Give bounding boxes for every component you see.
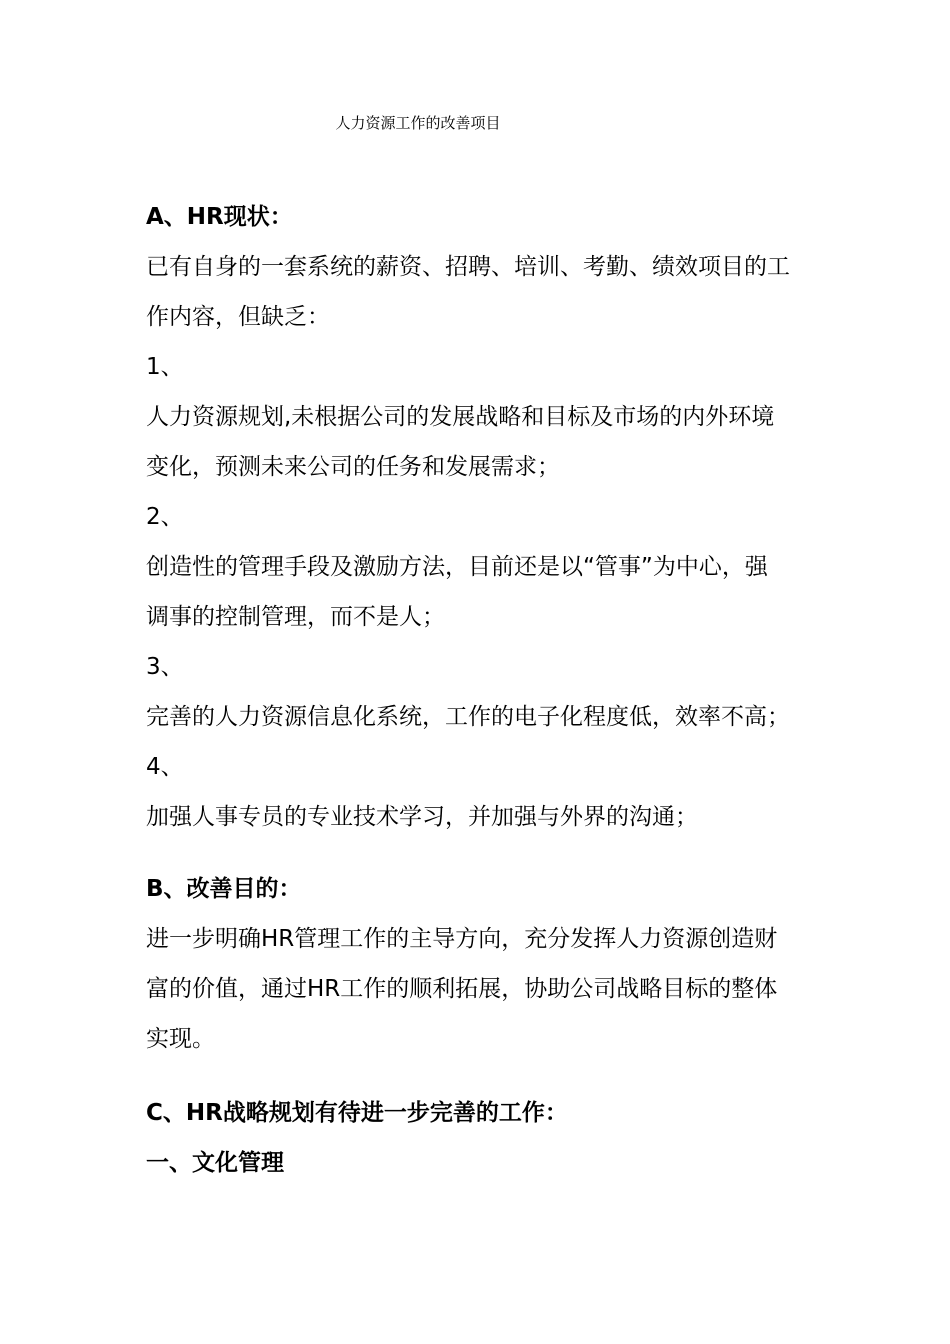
list-item-number: 4、 xyxy=(146,754,184,780)
document-title: 人力资源工作的改善项目 xyxy=(335,114,501,132)
list-item-text: 加强人事专员的专业技术学习，并加强与外界的沟通； xyxy=(146,804,698,830)
list-item-number: 2、 xyxy=(146,504,184,530)
section-c-subheading: 一、文化管理 xyxy=(146,1150,284,1176)
section-a-intro-line: 作内容，但缺乏： xyxy=(146,304,330,330)
section-a-intro-line: 已有自身的一套系统的薪资、招聘、培训、考勤、绩效项目的工 xyxy=(146,254,790,280)
section-b-text: 进一步明确HR管理工作的主导方向，充分发挥人力资源创造财 xyxy=(146,926,778,952)
list-item-number: 1、 xyxy=(146,354,184,380)
section-b-text: 富的价值，通过HR工作的顺利拓展，协助公司战略目标的整体 xyxy=(146,976,778,1002)
section-b-heading: B、改善目的： xyxy=(146,876,302,902)
section-a-heading: A、HR现状： xyxy=(146,204,293,230)
list-item-text: 变化，预测未来公司的任务和发展需求； xyxy=(146,454,560,480)
list-item-text: 完善的人力资源信息化系统，工作的电子化程度低，效率不高； xyxy=(146,704,790,730)
section-b-text: 实现。 xyxy=(146,1026,215,1052)
list-item-number: 3、 xyxy=(146,654,184,680)
list-item-text: 调事的控制管理，而不是人； xyxy=(146,604,445,630)
list-item-text: 创造性的管理手段及激励方法，目前还是以“管事”为中心，强 xyxy=(146,554,768,580)
list-item-text: 人力资源规划,未根据公司的发展战略和目标及市场的内外环境 xyxy=(146,404,775,430)
section-c-heading: C、HR战略规划有待进一步完善的工作： xyxy=(146,1100,568,1126)
